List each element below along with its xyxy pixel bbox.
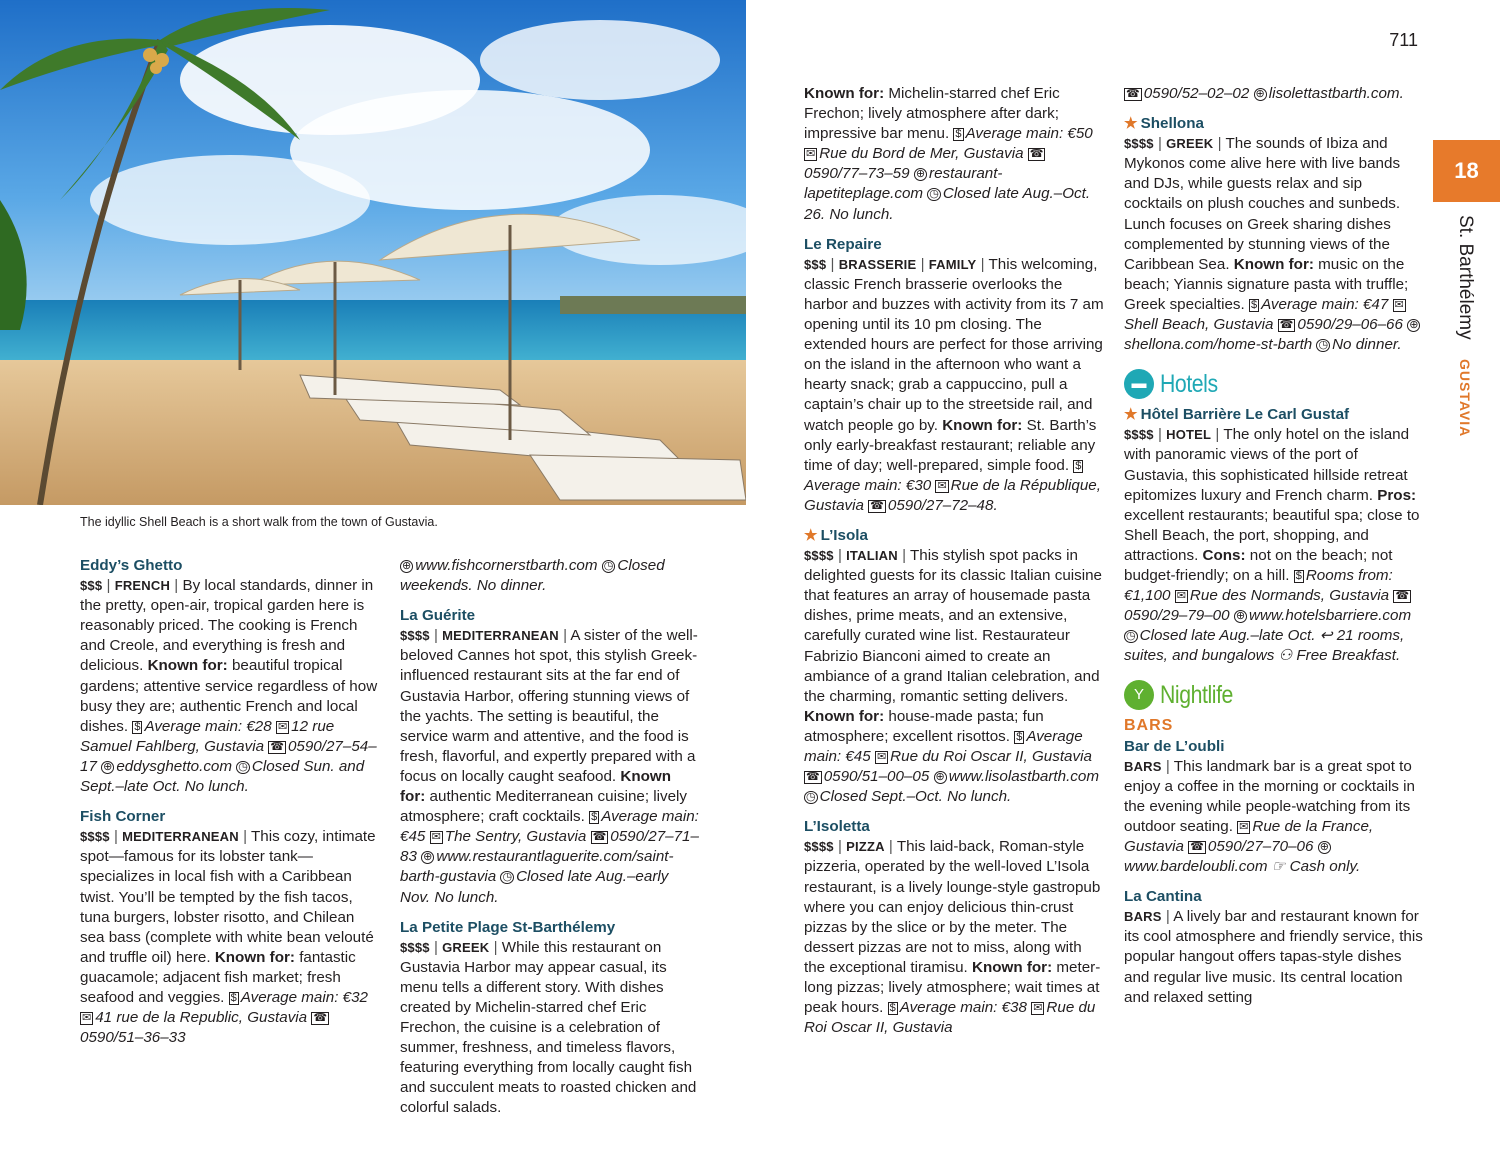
- entry-name: L’Isola: [820, 526, 868, 544]
- entry-body: $$$$ | GREEK | The sounds of Ibiza and Mykonos come alive here with live bands and DJs, while guests relax and sip cocktails on plush couches and sunbeds. Lunch focuses on Greek sharing dishes complemented by stunning views of the Caribbean Sea. Known for: music on the beach; Yiannis signature pasta with truffle; Greek specialties. $ Average main: €47 ✉Shell Beach, Gustavia ☎ 0590/29–06–66 ⊕shellona.com/home-st-barth ◷ No dinner.: [1124, 135, 1419, 354]
- phone-icon: ☎: [1279, 319, 1294, 332]
- cuisine-type: ITALIAN: [846, 548, 898, 564]
- lisoletta-continued: [1124, 84, 1424, 104]
- entry-eddys-ghetto: [80, 556, 380, 797]
- column-4: [1124, 84, 1424, 1008]
- web-icon: ⊕: [1255, 88, 1265, 100]
- description: This stylish spot packs in delighted guests for its classic Italian cuisine that features an array of housemade pasta dishes, prime meats, and an extensive, carefully curated wine list. Restaurateur Fabrizio Bianconi aimed to create an ambiance of a grand Italian celebration, and the charming, romantic setting delivers.: [804, 547, 1102, 705]
- website[interactable]: lisolettastbarth.com.: [1268, 85, 1404, 102]
- page-number: 711: [1389, 30, 1418, 50]
- average-main: Average main: €50: [965, 125, 1093, 143]
- known-for-label: Known for:: [804, 85, 885, 102]
- web-icon: ⊕: [1319, 841, 1329, 853]
- clock-icon: ◷: [603, 560, 614, 572]
- phone-icon: ☎: [806, 771, 820, 784]
- rooms-count: 21 rooms, suites, and bungalows: [1124, 627, 1405, 665]
- address: The Sentry, Gustavia: [444, 828, 587, 846]
- price-level: $$$$: [804, 548, 834, 564]
- address-icon: ✉: [1033, 1002, 1043, 1015]
- address: Rue des Normands, Gustavia: [1189, 587, 1390, 605]
- web-icon: ⊕: [423, 851, 433, 864]
- column-2: [400, 556, 700, 1119]
- price-level: $$$$: [804, 839, 834, 855]
- known-for: meter-long pizzas; lively atmosphere; wait times at peak hours.: [804, 958, 1101, 1017]
- address: Rue de la République, Gustavia: [804, 476, 1101, 514]
- entry-lisoletta: [804, 817, 1104, 1038]
- place-name: St. Barthélemy: [1455, 215, 1476, 340]
- entry-lisola: [804, 526, 1104, 807]
- entry-title: [1124, 405, 1424, 425]
- column-3: [804, 84, 1104, 1038]
- property-type: HOTEL: [1166, 427, 1212, 443]
- website[interactable]: www.hotelsbarriere.com: [1249, 607, 1412, 625]
- address-icon: ✉: [806, 148, 816, 161]
- entry-name: Shellona: [1140, 115, 1204, 133]
- website[interactable]: eddysghetto.com: [116, 757, 233, 775]
- entry-title: La Petite Plage St-Barthélemy: [400, 918, 616, 936]
- entry-body: $$$$ | HOTEL | The only hotel on the island with panoramic views of the port of Gustavia, this sophisticated hillside retreat epitomizes luxury and French charm. Pros: excellent restaurants; beautiful spa; close to Shell Beach, the port, shopping, and attractions. Cons: not on the beach; not budget-friendly; on a hill. $ Rooms from: €1,100 ✉ Rue des Normands, Gustavia ☎0590/29–79–00 ⊕ www.hotelsbarriere.com ◷ Closed late Aug.–late Oct. ↩ 21 rooms, suites, and bungalows ⚇ Free Breakfast.: [1124, 426, 1420, 665]
- breakfast: Free Breakfast.: [1296, 647, 1401, 665]
- address: Rue de la France, Gustavia: [1124, 817, 1374, 855]
- web-icon: ⊕: [402, 560, 412, 572]
- web-icon: ⊕: [935, 771, 945, 784]
- clock-icon: ◷: [238, 760, 248, 773]
- entry-carl-gustaf: [1124, 405, 1424, 666]
- entry-shellona: [1124, 114, 1424, 355]
- address: Rue du Roi Oscar II, Gustavia: [890, 748, 1092, 765]
- cuisine-type: FRENCH: [114, 578, 171, 594]
- web-icon: ⊕: [103, 760, 113, 773]
- address-icon: ✉: [431, 831, 441, 844]
- entry-name: Hôtel Barrière Le Carl Gustaf: [1140, 406, 1350, 424]
- address: 12 rue Samuel Fahlberg, Gustavia: [80, 717, 335, 755]
- hours: Closed Sept.–Oct. No lunch.: [819, 788, 1012, 806]
- clock-icon: ◷: [1126, 630, 1136, 643]
- entry-title: [1124, 114, 1424, 134]
- star-icon: ★: [804, 526, 818, 544]
- entry-body: $$$$ | GREEK | While this restaurant on Gustavia Harbor may appear casual, its menu tells a different story. With dishes created by Michelin-starred chef Eric Frechon, the cuisine is a celebration of summer, freshness, and timeless flavors, featuring everything from locally caught fish and succulent meats to roasted chicken and colorful salads.: [400, 938, 697, 1117]
- address-icon: ✉: [876, 751, 887, 763]
- known-for: Michelin-starred chef Eric Frechon; lively atmosphere after dark; impressive bar menu.: [804, 85, 1060, 143]
- beach-photo: [0, 0, 746, 505]
- cuisine-type: MEDITERRANEAN: [442, 628, 559, 644]
- phone-icon: ☎: [1190, 841, 1204, 853]
- cuisine-type-2: FAMILY: [928, 256, 977, 272]
- known-for: St. Barth’s only early-breakfast restaurant; reliable any time of day; well-prepared, simple food.: [804, 416, 1097, 474]
- description: This cozy, intimate spot—famous for its lobster tank—specializes in local fish with a Caribbean twist. You’ll be tempted by the fish tacos, tuna burgers, lobster risotto, and Chilean sea bass (complete with white bean velouté and truffle oil) here.: [80, 828, 376, 966]
- address: 41 rue de la Republic, Gustavia: [95, 1009, 308, 1027]
- phone: 0590/52–02–02: [1143, 85, 1250, 102]
- hours: Closed weekends. No dinner.: [400, 557, 665, 595]
- rooms-icon: ↩: [1319, 627, 1333, 645]
- address: Rue du Bord de Mer, Gustavia: [819, 145, 1024, 163]
- average-main: Average main: €28: [144, 717, 272, 735]
- phone: 0590/51–36–33: [80, 1029, 186, 1047]
- phone-icon: ☎: [270, 740, 284, 753]
- entry-body: $$$$ | ITALIAN | This stylish spot packs in delighted guests for its classic Italian cuisine that features an array of housemade pasta dishes, prime meats, and an extensive, carefully curated wine list. Restaurateur Fabrizio Bianconi aimed to create an ambiance of a grand Italian celebration, and the charming, romantic setting delivers. Known for: house-made pasta; fun atmosphere; excellent risottos. $ Average main: €45 ✉ Rue du Roi Oscar II, Gustavia ☎ 0590/51–00–05 ⊕ www.lisolastbarth.com ◷ Closed Sept.–Oct. No lunch.: [804, 547, 1102, 806]
- description: A sister of the well-beloved Cannes hot spot, this stylish Greek-influenced restaurant sits at the far end of Gustavia Harbor, offering stunning views of the yachts. The setting is beautiful, the service warm and attentive, and the food is fresh, flavorful, and expertly prepared with a focus on locally caught seafood.: [400, 627, 698, 785]
- entry-title: Fish Corner: [80, 808, 166, 826]
- web-icon: ⊕: [1235, 610, 1246, 623]
- description: A lively bar and restaurant known for its cool atmosphere and friendly service, this popular hangout offers tapas-style dishes and regular live music. Its central location and relaxed setting: [1124, 908, 1423, 1006]
- address-icon: ✉: [937, 479, 947, 492]
- average-main: Average main: €45: [804, 727, 1083, 765]
- website[interactable]: www.bardeloubli.com: [1124, 858, 1268, 876]
- average-main: Average main: €30: [804, 476, 932, 494]
- price-icon: $: [1295, 569, 1302, 582]
- pros: excellent restaurants; beautiful spa; close to Shell Beach, the port, shopping, and attractions.: [1124, 506, 1420, 564]
- cocktail-icon: Y: [1124, 680, 1154, 710]
- description: By local standards, dinner in the pretty, open-air, tropical garden here is reasonably priced. The cooking is French and Creole, and everything is fresh and delicious.: [80, 577, 374, 675]
- cuisine-type: GREEK: [1166, 136, 1214, 152]
- phone: 0590/29–79–00: [1124, 607, 1230, 625]
- pros-label: Pros:: [1377, 486, 1417, 504]
- web-icon: ⊕: [1409, 319, 1419, 332]
- hours: Closed Sun. and Sept.–late Oct. No lunch.: [80, 757, 365, 796]
- payment: Cash only.: [1289, 858, 1361, 876]
- known-for: house-made pasta; fun atmosphere; excellent risottos.: [804, 707, 1044, 745]
- known-for-label: Known for:: [214, 948, 295, 966]
- web-icon: ⊕: [915, 168, 926, 181]
- entry-body: $$$ | BRASSERIE | FAMILY | This welcoming, classic French brasserie overlooks the harbor and buzzes with activity from its 7 am opening until its 10 pm closing. The extended hours are perfect for those arriving on the island in the afternoon who want a hearty snack; grab a cappuccino, pull a captain’s chair up to the streetside rail, and watch people go by. Known for: St. Barth’s only early-breakfast restaurant; reliable any time of day; well-prepared, simple food. $Average main: €30 ✉ Rue de la République, Gustavia ☎ 0590/27–72–48.: [804, 255, 1104, 514]
- phone-icon: ☎: [1029, 148, 1044, 161]
- price-level: $$$$: [1124, 136, 1154, 152]
- website[interactable]: www.fishcornerstbarth.com: [415, 557, 598, 574]
- entry-title: La Guérite: [400, 607, 476, 625]
- rooms-from: Rooms from: €1,100: [1124, 566, 1393, 605]
- photo-caption: The idyllic Shell Beach is a short walk from the town of Gustavia.: [80, 515, 438, 529]
- address-icon: ✉: [277, 720, 288, 733]
- address-icon: ✉: [1394, 298, 1404, 311]
- section-title: Hotels: [1160, 370, 1218, 399]
- hours: Closed late Aug.–Oct. 26. No lunch.: [804, 185, 1091, 223]
- cuisine-type: BRASSERIE: [838, 256, 917, 272]
- nightlife-heading: [1124, 680, 1424, 710]
- entry-body: $$$$ | MEDITERRANEAN | This cozy, intimate spot—famous for its lobster tank—specializes in local fish with a Caribbean twist. You’ll be tempted by the fish tacos, tuna burgers, lobster risotto, and Chilean sea bass (complete with white bean velouté and truffle oil) here. Known for: fantastic guacamole; adjacent fish market; fresh seafood and veggies. $ Average main: €32 ✉ 41 rue de la Republic, Gustavia ☎0590/51–36–33: [80, 828, 376, 1047]
- average-main: Average main: €47: [1261, 295, 1389, 313]
- description: This laid-back, Roman-style pizzeria, operated by the well-loved L’Isola restaurant, is a lively lounge-style gastropub where you can enjoy delicious thin-crust pizzas by the slice or by the meter. The dessert pizzas are not to miss, along with the exceptional tiramisu.: [804, 838, 1101, 976]
- description: This landmark bar is a great spot to enjoy a coffee in the morning or cocktails in the evening while people-watching from its outdoor seating.: [1124, 757, 1415, 835]
- phone: 0590/51–00–05: [823, 768, 930, 786]
- known-for-label: Known for:: [804, 707, 885, 725]
- known-for: music on the beach; Yiannis signature pasta with truffle; Greek specialties.: [1124, 255, 1409, 313]
- entry-title: Eddy’s Ghetto: [80, 557, 183, 574]
- cuisine-type: PIZZA: [846, 839, 885, 855]
- phone-icon: ☎: [1395, 590, 1410, 603]
- cons: not on the beach; not budget-friendly; on a hill.: [1124, 546, 1393, 584]
- phone: 0590/27–54–17: [80, 737, 377, 775]
- entry-title: La Cantina: [1124, 888, 1202, 906]
- venue-type: BARS: [1124, 909, 1162, 925]
- known-for-label: Known for:: [400, 767, 671, 806]
- cons-label: Cons:: [1202, 546, 1246, 564]
- entry-body: $$$$ | PIZZA | This laid-back, Roman-style pizzeria, operated by the well-loved L’Isola restaurant, is a lively lounge-style gastropub where you can enjoy delicious thin-crust pizzas by the slice or by the meter. The dessert pizzas are not to miss, along with the exceptional tiramisu. Known for: meter-long pizzas; lively atmosphere; wait times at peak hours. $ Average main: €38 ✉ Rue du Roi Oscar II, Gustavia: [804, 838, 1101, 1037]
- hours: Closed late Aug.–early Nov. No lunch.: [400, 868, 669, 906]
- known-for-label: Known for:: [972, 958, 1053, 976]
- price-level: $$$$: [80, 829, 110, 845]
- entry-fish-corner: [80, 807, 380, 1048]
- address: Rue du Roi Oscar II, Gustavia: [804, 999, 1096, 1037]
- address-icon: ✉: [1176, 590, 1186, 603]
- price-icon: $: [134, 720, 141, 733]
- phone: 0590/29–06–66: [1297, 316, 1403, 334]
- venue-type: BARS: [1124, 758, 1162, 774]
- website[interactable]: www.lisolastbarth.com: [948, 768, 1099, 786]
- price-icon: $: [889, 1002, 896, 1015]
- description: The only hotel on the island with panoramic views of the port of Gustavia, this sophisticated hillside retreat epitomizes luxury and French charm.: [1124, 426, 1410, 504]
- entry-body: BARS | This landmark bar is a great spot to enjoy a coffee in the morning or cocktails in the evening while people-watching from its outdoor seating. ✉ Rue de la France, Gustavia ☎ 0590/27–70–06 ⊕www.bardeloubli.com ☞ Cash only.: [1124, 757, 1415, 876]
- known-for: authentic Mediterranean cuisine; lively atmosphere; craft cocktails.: [400, 788, 688, 826]
- phone-icon: ☎: [870, 499, 884, 512]
- average-main: Average main: €45: [400, 808, 699, 846]
- known-for-label: Known for:: [942, 416, 1023, 434]
- region-name: GUSTAVIA: [1457, 358, 1473, 438]
- phone: 0590/27–72–48.: [887, 496, 998, 514]
- entry-title: Le Repaire: [804, 235, 882, 253]
- description: This welcoming, classic French brasserie overlooks the harbor and buzzes with activity from its 7 am opening until its 10 pm closing. The extended hours are perfect for those arriving on the island in the afternoon who want a hearty snack; grab a cappuccino, pull a captain’s chair up to the streetside rail, and watch people go by.: [804, 255, 1104, 434]
- average-main: Average main: €38: [899, 999, 1027, 1017]
- price-level: $$$: [80, 578, 103, 594]
- phone: 0590/27–70–06: [1207, 838, 1314, 855]
- entry-body: $$$ | FRENCH | By local standards, dinner in the pretty, open-air, tropical garden here is reasonably priced. The cooking is French and Creole, and everything is fresh and delicious. Known for: beautiful tropical gardens; attentive service regardless of how busy they are; authentic French and local dishes. $ Average main: €28 ✉ 12 rue Samuel Fahlberg, Gustavia ☎ 0590/27–54–17 ⊕ eddysghetto.com ◷ Closed Sun. and Sept.–late Oct. No lunch.: [80, 577, 378, 796]
- section-title: Nightlife: [1160, 681, 1233, 710]
- entry-la-cantina: [1124, 887, 1424, 1008]
- fish-corner-continued: [400, 556, 700, 596]
- bars-subhead: BARS: [1124, 717, 1174, 735]
- known-for-label: Known for:: [147, 657, 228, 675]
- hours: No dinner.: [1332, 336, 1402, 354]
- website[interactable]: restaurant-lapetiteplage.com: [804, 165, 1003, 203]
- entry-la-petite-plage: [400, 918, 700, 1119]
- cuisine-type: MEDITERRANEAN: [122, 829, 239, 845]
- breakfast-icon: ⚇: [1278, 647, 1293, 665]
- price-level: $$$$: [400, 628, 430, 644]
- entry-body: $$$$ | MEDITERRANEAN | A sister of the well-beloved Cannes hot spot, this stylish Greek-influenced restaurant sits at the far end of Gustavia Harbor, offering stunning views of the yachts. The setting is beautiful, the service warm and attentive, and the food is fresh, flavorful, and expertly prepared with a focus on locally caught seafood. Known for: authentic Mediterranean cuisine; lively atmosphere; craft cocktails. $ Average main: €45 ✉ The Sentry, Gustavia ☎ 0590/27–71–83 ⊕ www.restaurantlaguerite.com/saint-barth-gustavia ◷ Closed late Aug.–early Nov. No lunch.: [400, 627, 699, 906]
- address-icon: ✉: [82, 1012, 92, 1025]
- phone: 0590/77–73–59: [804, 165, 910, 183]
- entry-la-guerite: [400, 606, 700, 907]
- entry-title: Bar de L’oubli: [1124, 737, 1225, 755]
- cuisine-type: GREEK: [442, 939, 490, 955]
- star-icon: ★: [1124, 406, 1138, 424]
- chapter-tab: 18: [1433, 140, 1500, 202]
- description: The sounds of Ibiza and Mykonos come alive here with live bands and DJs, while guests relax and sip cocktails on plush couches and sunbeds. Lunch focuses on Greek sharing dishes complemented by stunning views of the Caribbean Sea.: [1124, 135, 1401, 273]
- entry-body: BARS | A lively bar and restaurant known for its cool atmosphere and friendly service, this popular hangout offers tapas-style dishes and regular live music. Its central location and relaxed setting: [1124, 908, 1423, 1006]
- column-1: [80, 556, 380, 1048]
- running-head: [1454, 215, 1476, 437]
- phone-icon: ☎: [592, 831, 607, 844]
- known-for: fantastic guacamole; adjacent fish market; fresh seafood and veggies.: [80, 948, 356, 1006]
- entry-le-repaire: [804, 235, 1104, 516]
- website[interactable]: shellona.com/home-st-barth: [1124, 336, 1313, 354]
- phone-icon: ☎: [1126, 88, 1140, 100]
- average-main: Average main: €32: [240, 988, 368, 1006]
- known-for: beautiful tropical gardens; attentive service regardless of how busy they are; authentic French and local dishes.: [80, 657, 378, 735]
- price-level: $$$$: [400, 939, 430, 955]
- clock-icon: ◷: [929, 188, 939, 201]
- price-level: $$$$: [1124, 427, 1154, 443]
- star-icon: ★: [1124, 115, 1138, 133]
- clock-icon: ◷: [502, 871, 513, 884]
- entry-title: [804, 526, 1104, 546]
- address: Shell Beach, Gustavia: [1124, 316, 1274, 334]
- phone-icon: ☎: [313, 1012, 328, 1025]
- website[interactable]: www.restaurantlaguerite.com/saint-barth-gustavia: [400, 848, 674, 886]
- payment-icon: ☞: [1271, 858, 1286, 876]
- address-icon: ✉: [1239, 820, 1249, 833]
- clock-icon: ◷: [1318, 339, 1329, 352]
- hotels-heading: [1124, 369, 1424, 399]
- price-icon: $: [1075, 459, 1082, 472]
- price-icon: $: [1016, 730, 1023, 743]
- phone: 0590/27–71–83: [400, 828, 699, 866]
- price-icon: $: [955, 128, 962, 141]
- price-level: $$$: [804, 256, 827, 272]
- description: While this restaurant on Gustavia Harbor may appear casual, its menu tells a different story. With dishes created by Michelin-starred chef Eric Frechon, the cuisine is a celebration of summer, freshness, and timeless flavors, featuring everything from locally caught fish and succulent meats to roasted chicken and colorful salads.: [400, 938, 697, 1117]
- clock-icon: ◷: [806, 791, 816, 804]
- price-icon: $: [230, 991, 237, 1004]
- price-icon: $: [1250, 298, 1258, 311]
- known-for-label: Known for:: [1233, 255, 1314, 273]
- hours: Closed late Aug.–late Oct.: [1139, 627, 1316, 645]
- entry-bar-de-loubli: [1124, 737, 1424, 878]
- beach-illustration: [0, 0, 746, 505]
- petite-plage-continued: [804, 84, 1104, 225]
- entry-title: L’Isoletta: [804, 818, 870, 836]
- bed-icon: ▬: [1124, 369, 1154, 399]
- price-icon: $: [591, 811, 598, 824]
